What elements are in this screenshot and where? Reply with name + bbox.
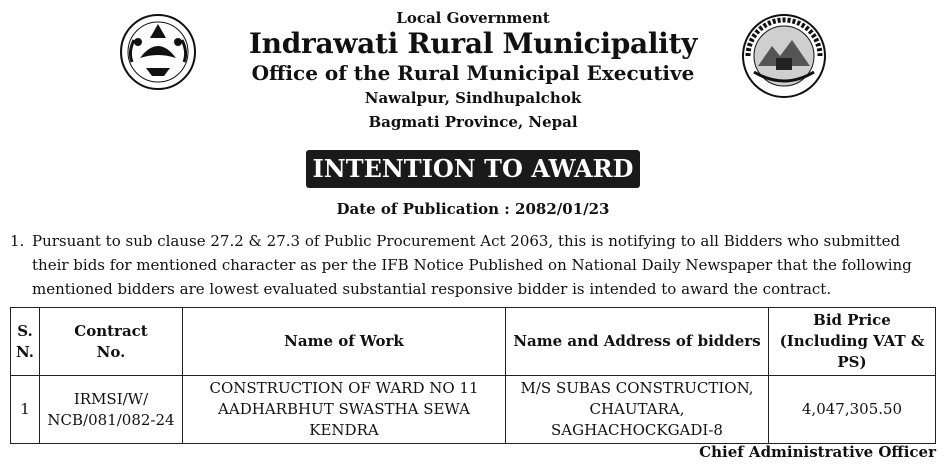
paragraph-text: Pursuant to sub clause 27.2 & 27.3 of Public Procurement Act 2063, this is notifying to all Bidders who submitted their bids for mentioned character as per the IFB Notice Published on National Daily Newspaper that the following mentioned bidders are lowest evaluated substantial responsive bidder is intended to award the contract.: [32, 232, 912, 298]
publication-date: Date of Publication : 2082/01/23: [336, 200, 610, 218]
header-price: [769, 308, 936, 376]
contract-line2: NCB/081/082-24: [47, 410, 175, 429]
header-work: Name of Work: [183, 308, 506, 376]
office-name: Office of the Rural Municipal Executive: [251, 61, 695, 85]
cell-bidder: [506, 376, 769, 444]
cell-price: 4,047,305.50: [769, 376, 936, 444]
cell-contract-no: [40, 376, 183, 444]
header-sn-line1: S.: [17, 321, 33, 340]
bidder-line2: CHAUTARA, SAGHACHOCKGADI-8: [551, 400, 723, 439]
cell-work: [183, 376, 506, 444]
municipality-title: Indrawati Rural Municipality: [248, 27, 698, 60]
notice-title-banner: INTENTION TO AWARD: [306, 150, 640, 188]
signatory-title: Chief Administrative Officer: [699, 443, 936, 461]
header-contract-line1: Contract: [74, 321, 148, 340]
table-row: [11, 376, 936, 444]
bidder-line1: M/S SUBAS CONSTRUCTION,: [520, 379, 754, 397]
header-contract-line2: No.: [96, 342, 126, 361]
work-line2: AADHARBHUT SWASTHA SEWA KENDRA: [218, 400, 470, 439]
table-header-row: [11, 308, 936, 376]
address-line-1: Nawalpur, Sindhupalchok: [364, 89, 582, 107]
header-price-line1: Bid Price: [813, 311, 891, 329]
local-government-label: Local Government: [396, 9, 550, 27]
header-price-line2: (Including VAT & PS): [779, 332, 925, 371]
paragraph-number: 1.: [10, 232, 25, 250]
header-sn-line2: N.: [16, 342, 34, 361]
header-sn: [11, 308, 40, 376]
cell-sn: 1: [11, 376, 40, 444]
header-bidder: Name and Address of bidders: [506, 308, 769, 376]
work-line1: CONSTRUCTION OF WARD NO 11: [209, 379, 479, 397]
notice-paragraph: [10, 229, 940, 301]
award-table: [10, 307, 936, 444]
letterhead: [0, 6, 946, 134]
address-line-2: Bagmati Province, Nepal: [368, 113, 578, 131]
contract-line1: IRMSI/W/: [73, 389, 149, 408]
header-contract-no: [40, 308, 183, 376]
